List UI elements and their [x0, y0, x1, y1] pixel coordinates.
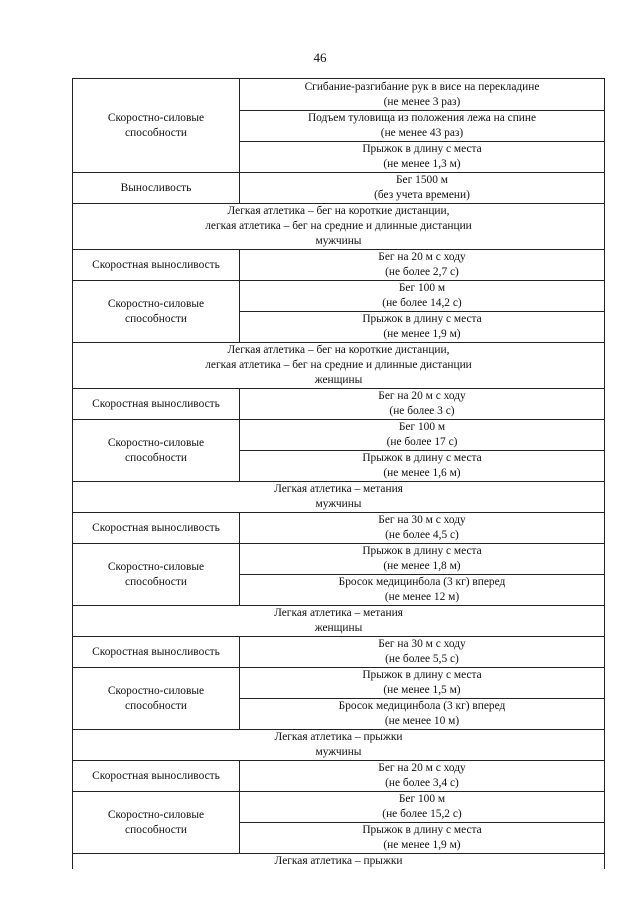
- section-header-row: [73, 606, 605, 637]
- test-row: [73, 79, 605, 111]
- test-row: [73, 544, 605, 575]
- section-header-row: [73, 482, 605, 513]
- test-row: [73, 668, 605, 699]
- ability-cell: Скоростная выносливость: [73, 637, 240, 668]
- test-standard-cell: Прыжок в длину с места (не менее 1,3 м): [240, 142, 605, 173]
- section-header-row: [73, 854, 605, 870]
- test-standard-cell: Бег на 20 м с ходу (не более 3,4 с): [240, 761, 605, 792]
- test-row: [73, 250, 605, 281]
- section-title: Легкая атлетика – бег на короткие дистанции, легкая атлетика – бег на средние и длинные дистанции женщины: [73, 343, 605, 389]
- section-header-row: [73, 730, 605, 761]
- ability-cell: Скоростная выносливость: [73, 389, 240, 420]
- standards-table: [72, 78, 605, 869]
- ability-cell: Скоростно-силовые способности: [73, 792, 240, 854]
- test-standard-cell: Прыжок в длину с места (не менее 1,8 м): [240, 544, 605, 575]
- page-number: 46: [313, 50, 327, 65]
- ability-cell: Скоростно-силовые способности: [73, 79, 240, 173]
- section-title: Легкая атлетика – прыжки: [73, 854, 605, 870]
- section-header-row: [73, 343, 605, 389]
- test-row: [73, 637, 605, 668]
- test-standard-cell: Прыжок в длину с места (не менее 1,9 м): [240, 312, 605, 343]
- ability-cell: Скоростно-силовые способности: [73, 420, 240, 482]
- ability-cell: Скоростно-силовые способности: [73, 668, 240, 730]
- test-standard-cell: Прыжок в длину с места (не менее 1,5 м): [240, 668, 605, 699]
- test-row: [73, 792, 605, 823]
- test-standard-cell: Бросок медицинбола (3 кг) вперед (не менее 10 м): [240, 699, 605, 730]
- test-standard-cell: Бег 100 м (не более 15,2 с): [240, 792, 605, 823]
- test-standard-cell: Бег 100 м (не более 17 с): [240, 420, 605, 451]
- test-row: [73, 513, 605, 544]
- test-standard-cell: Бросок медицинбола (3 кг) вперед (не менее 12 м): [240, 575, 605, 606]
- ability-cell: Скоростная выносливость: [73, 250, 240, 281]
- test-row: [73, 761, 605, 792]
- test-standard-cell: Бег на 30 м с ходу (не более 4,5 с): [240, 513, 605, 544]
- test-standard-cell: Прыжок в длину с места (не менее 1,6 м): [240, 451, 605, 482]
- ability-cell: Скоростно-силовые способности: [73, 544, 240, 606]
- section-title: Легкая атлетика – метания мужчины: [73, 482, 605, 513]
- test-standard-cell: Бег на 20 м с ходу (не более 2,7 с): [240, 250, 605, 281]
- section-header-row: [73, 204, 605, 250]
- test-row: [73, 389, 605, 420]
- test-standard-cell: Сгибание-разгибание рук в висе на перекладине (не менее 3 раз): [240, 79, 605, 111]
- ability-cell: Скоростная выносливость: [73, 513, 240, 544]
- test-standard-cell: Подъем туловища из положения лежа на спине (не менее 43 раз): [240, 111, 605, 142]
- test-standard-cell: Бег 1500 м (без учета времени): [240, 173, 605, 204]
- standards-table-body: [73, 79, 605, 870]
- test-standard-cell: Прыжок в длину с места (не менее 1,9 м): [240, 823, 605, 854]
- section-title: Легкая атлетика – бег на короткие дистанции, легкая атлетика – бег на средние и длинные дистанции мужчины: [73, 204, 605, 250]
- test-row: [73, 420, 605, 451]
- ability-cell: Выносливость: [73, 173, 240, 204]
- ability-cell: Скоростная выносливость: [73, 761, 240, 792]
- test-standard-cell: Бег на 20 м с ходу (не более 3 с): [240, 389, 605, 420]
- test-row: [73, 173, 605, 204]
- test-row: [73, 281, 605, 312]
- ability-cell: Скоростно-силовые способности: [73, 281, 240, 343]
- section-title: Легкая атлетика – метания женщины: [73, 606, 605, 637]
- section-title: Легкая атлетика – прыжки мужчины: [73, 730, 605, 761]
- test-standard-cell: Бег 100 м (не более 14,2 с): [240, 281, 605, 312]
- test-standard-cell: Бег на 30 м с ходу (не более 5,5 с): [240, 637, 605, 668]
